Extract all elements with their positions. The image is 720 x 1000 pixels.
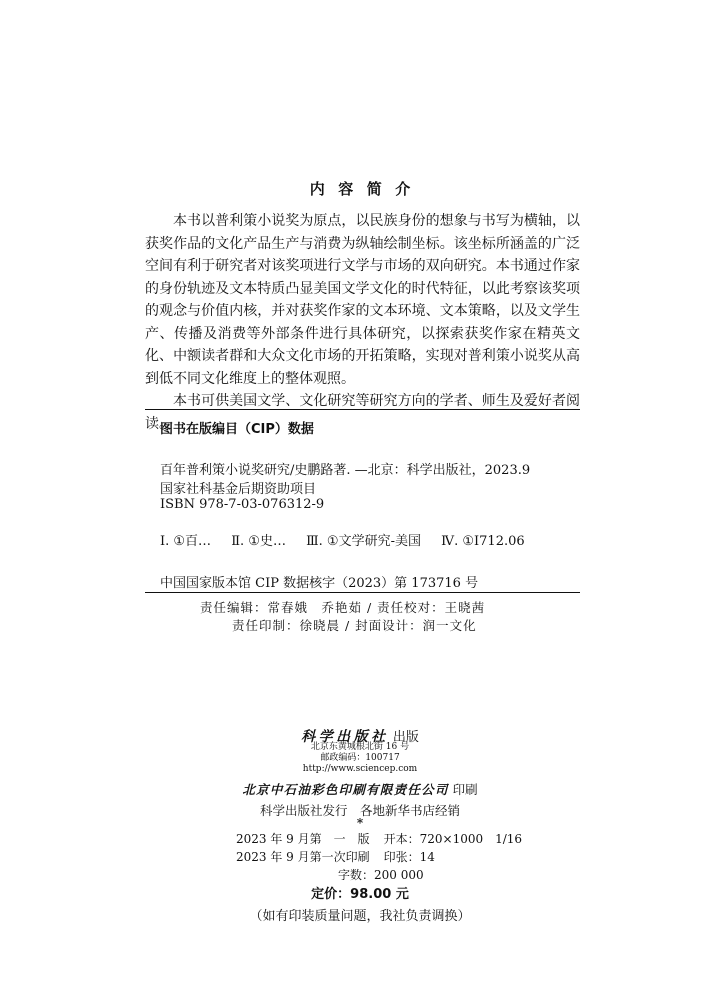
summary-body: [145, 210, 580, 435]
classification-item: Ⅰ. ①百…: [160, 534, 212, 549]
price: 定价：98.00 元: [311, 887, 409, 902]
printer-suffix: 印刷: [452, 782, 478, 797]
bottom-rule: [145, 592, 580, 593]
staff-editors: 责任编辑：常春娥 乔艳茹 / 责任校对：王晓茜: [200, 600, 486, 615]
word-count: 字数：200 000: [338, 868, 424, 882]
print-date: 2023 年 9 月第一次印刷: [236, 850, 370, 864]
classification-item: Ⅱ. ①史…: [231, 534, 286, 549]
publisher-logo-text: 科学出版社: [301, 729, 389, 745]
quality-notice: （如有印装质量问题，我社负责调换）: [249, 909, 471, 924]
page-format: 开本：720×1000 1/16: [383, 832, 523, 846]
summary-paragraph-1: 本书以普利策小说奖为原点，以民族身份的想象与书写为横轴，以获奖作品的文化产品生产与消费为纵轴绘制坐标。该坐标所涵盖的广泛空间有利于研究者对该奖项进行文学与市场的双向研究。本书通过作家的身份轨迹及文本特质凸显美国文学文化的时代特征，以此考察该奖项的观念与价值内核，并对获奖作家的文本环境、文本策略，以及文学生产、传播及消费等外部条件进行具体研究，以探索获奖作家在精英文化、中额读者群和大众文化市场的开拓策略，实现对普利策小说奖从高到低不同文化维度上的整体观照。: [145, 213, 580, 387]
classification-item: Ⅲ. ①文学研究-美国: [306, 534, 421, 549]
cip-isbn: ISBN 978-7-03-076312-9: [160, 497, 325, 512]
cip-header: 图书在版编目（CIP）数据: [160, 422, 314, 437]
summary-title: 内容简介: [309, 180, 424, 198]
top-rule: [145, 409, 580, 410]
cip-title-line: 百年普利策小说奖研究/史鹏路著. —北京：科学出版社，2023.9: [160, 463, 531, 478]
printer-name: 北京中石油彩色印刷有限责任公司: [242, 782, 449, 797]
separator-star: *: [356, 816, 364, 830]
summary-paragraph-2: 本书可供美国文学、文化研究等研究方向的学者、师生及爱好者阅读。: [145, 393, 580, 432]
classification-item: Ⅳ. ①I712.06: [441, 534, 525, 549]
publisher-address: 北京东黄城根北街 16 号: [310, 742, 410, 752]
edition-date: 2023 年 9 月第 一 版: [236, 832, 370, 846]
cip-classification: [160, 530, 525, 549]
publisher-postcode: 邮政编码：100717: [320, 753, 400, 763]
cip-record-number: 中国国家版本馆 CIP 数据核字（2023）第 173716 号: [160, 576, 479, 591]
publisher-url: http://www.sciencep.com: [302, 764, 418, 774]
staff-production: 责任印制：徐晓晨 / 封面设计：润一文化: [232, 618, 477, 633]
publisher-suffix: 出版: [392, 730, 419, 745]
printing-line: [236, 848, 435, 865]
distribution-line: 科学出版社发行 各地新华书店经销: [259, 803, 460, 818]
cip-funding-line: 国家社科基金后期资助项目: [160, 482, 317, 497]
edition-line: [236, 830, 522, 847]
print-sheets: 印张：14: [383, 850, 435, 864]
printer-line: [0, 780, 720, 798]
